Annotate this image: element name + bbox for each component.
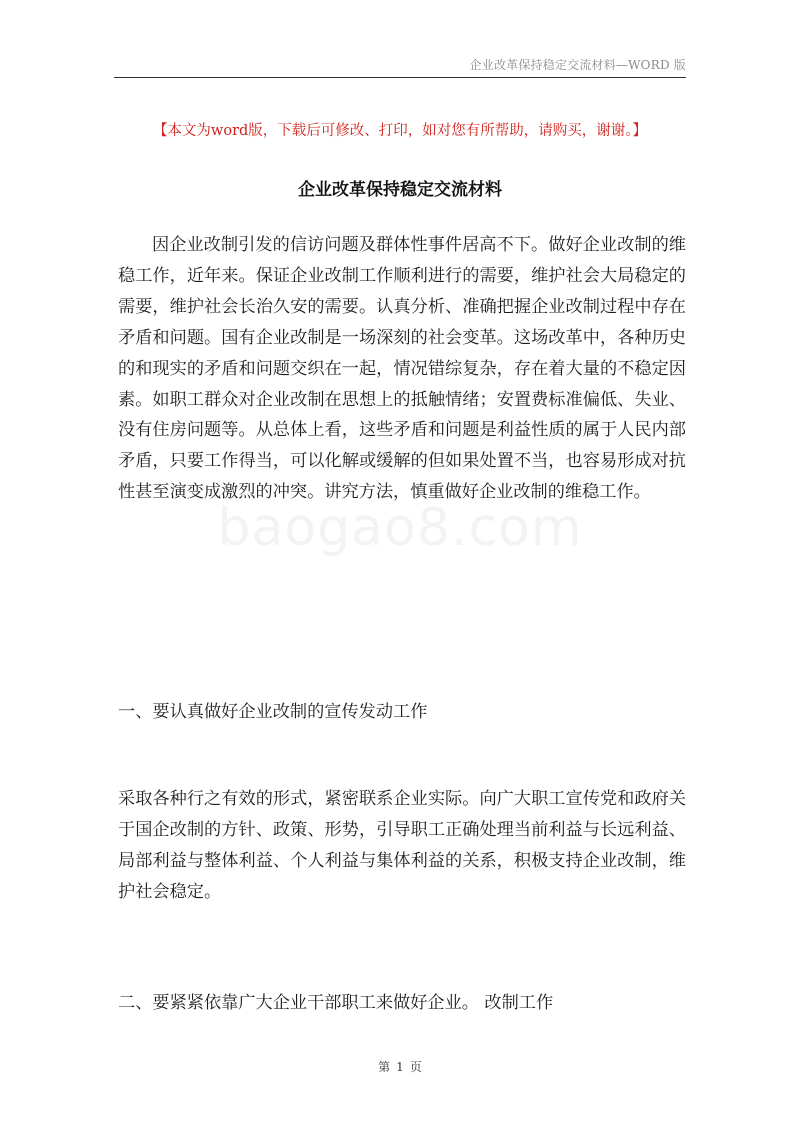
page-number: 1: [396, 1060, 404, 1074]
page-label-suffix: 页: [409, 1060, 422, 1074]
section-heading-1: 一、要认真做好企业改制的宣传发动工作: [118, 702, 428, 722]
section-heading-2: 二、要紧紧依靠广大企业干部职工来做好企业。 改制工作: [118, 993, 554, 1013]
running-header: 企业改革保持稳定交流材料—WORD 版: [469, 58, 686, 72]
document-title: 企业改革保持稳定交流材料: [298, 180, 502, 200]
header-divider: [114, 77, 686, 78]
watermark: baogao8.com: [217, 498, 583, 558]
page-footer: [0, 1058, 800, 1075]
page-label-prefix: 第: [378, 1060, 391, 1074]
body-paragraph-1: 因企业改制引发的信访问题及群体性事件居高不下。做好企业改制的维稳工作，近年来。保证企业改制工作顺利进行的需要，维护社会大局稳定的需要，维护社会长治久安的需要。认真分析、准确把握企业改制过程中存在矛盾和问题。国有企业改制是一场深刻的社会变革。这场改革中，各种历史的和现实的矛盾和问题交织在一起，情况错综复杂，存在着大量的不稳定因素。如职工群众对企业改制在思想上的抵触情绪；安置费标准偏低、失业、没有住房问题等。从总体上看，这些矛盾和问题是利益性质的属于人民内部矛盾，只要工作得当，可以化解或缓解的但如果处置不当，也容易形成对抗性甚至演变成激烈的冲突。讲究方法，慎重做好企业改制的维稳工作。: [118, 235, 686, 503]
body-paragraph-2: 采取各种行之有效的形式，紧密联系企业实际。向广大职工宣传党和政府关于国企改制的方针、政策、形势，引导职工正确处理当前利益与长远利益、局部利益与整体利益、个人利益与集体利益的关系，积极支持企业改制，维护社会稳定。: [118, 789, 686, 902]
download-notice: 【本文为word版，下载后可修改、打印，如对您有所帮助，请购买，谢谢。】: [152, 123, 648, 139]
